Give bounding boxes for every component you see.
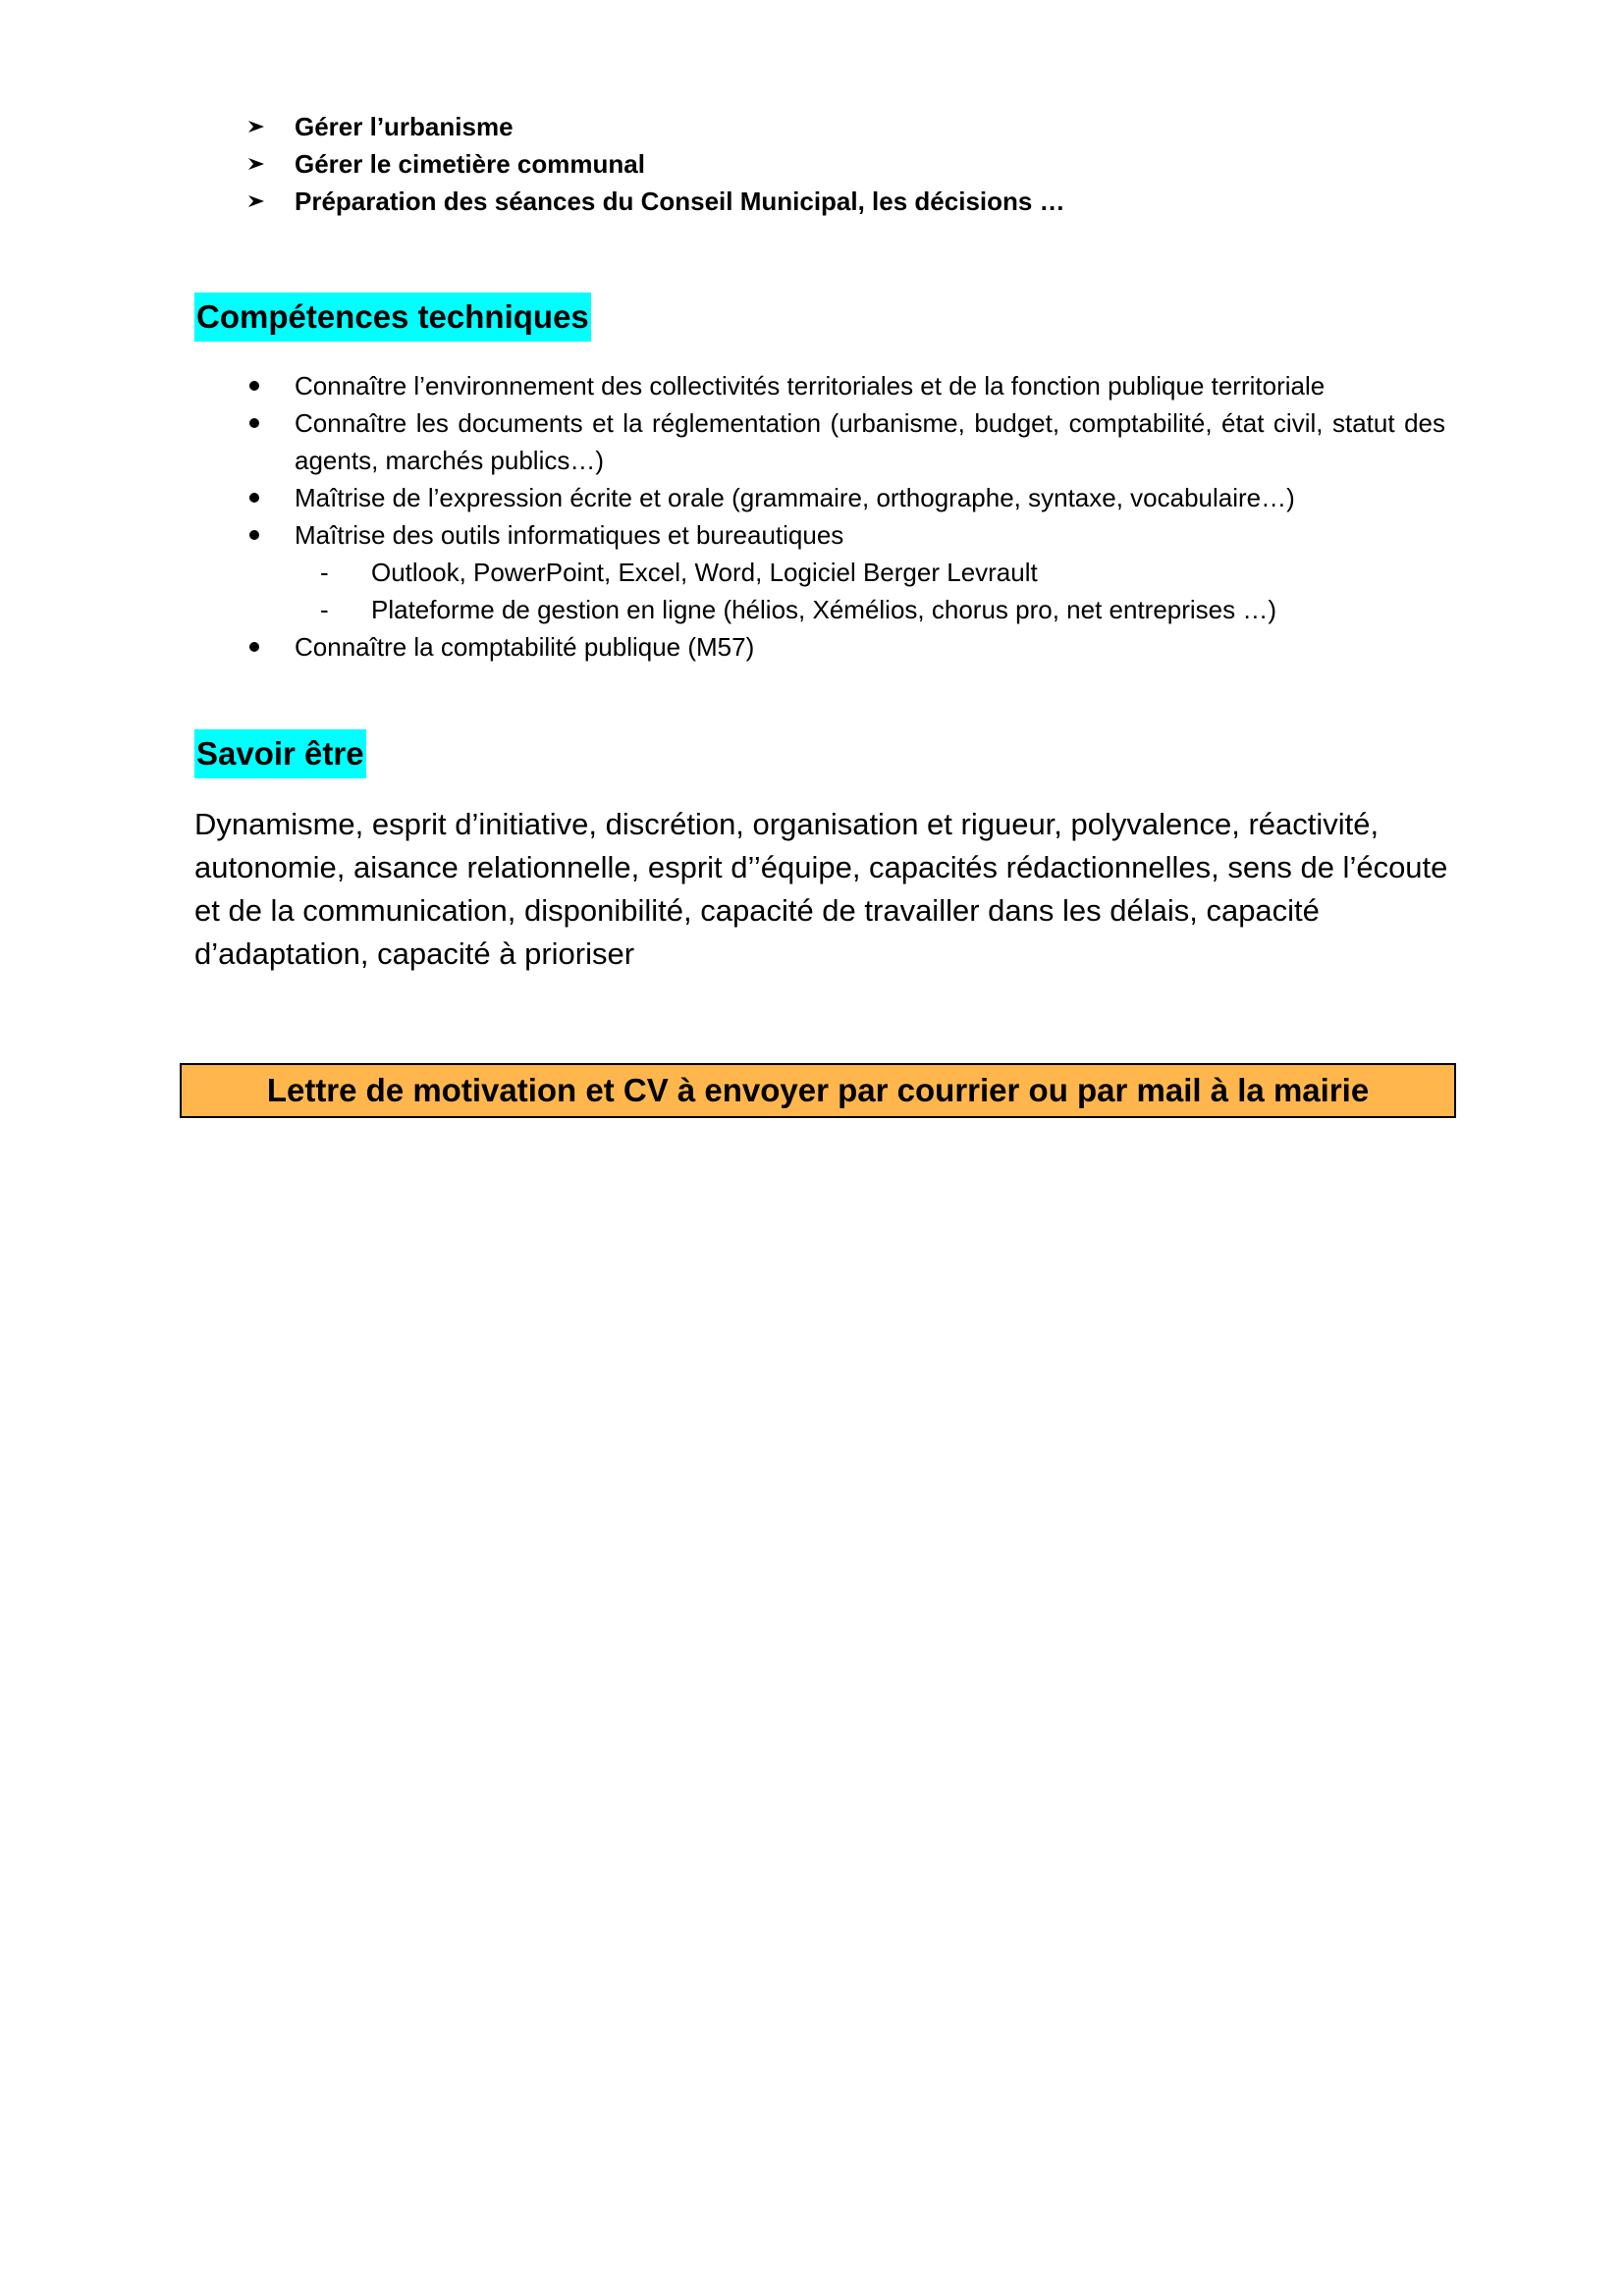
competence-label: Connaître les documents et la réglementation (urbanisme, budget, comptabilité, état civil, statut des agents, marchés publics…)	[295, 408, 1445, 475]
missions-list	[244, 108, 1065, 220]
competence-item	[244, 367, 1445, 404]
competence-sub-item	[295, 554, 1445, 591]
competences-list	[244, 367, 1445, 666]
arrowhead-bullet-icon	[247, 194, 265, 208]
savoir-etre-text: Dynamisme, esprit d’initiative, discrétion, organisation et rigueur, polyvalence, réactivité, autonomie, aisance relationnelle, esprit d’’équipe, capacités rédactionnelles, sens de l’écoute et de la communication, disponibilité, capacité de travailler dans les délais, capacité d’adaptation, capacité à prioriser	[194, 807, 1448, 971]
mission-label: Préparation des séances du Conseil Municipal, les décisions …	[295, 187, 1065, 216]
competences-heading: Compétences techniques	[194, 293, 591, 342]
bullet-dot-icon	[249, 381, 259, 391]
savoir-etre-heading: Savoir être	[194, 729, 366, 778]
bullet-dot-icon	[249, 418, 259, 428]
dash-icon: -	[320, 595, 329, 624]
bullet-dot-icon	[249, 642, 259, 652]
competence-label: Maîtrise des outils informatiques et bureautiques	[295, 520, 844, 550]
arrowhead-bullet-icon	[247, 120, 265, 133]
bullet-dot-icon	[249, 493, 259, 503]
competence-sub-item	[295, 591, 1445, 628]
mission-item	[244, 145, 1065, 183]
competence-sub-list	[295, 554, 1445, 628]
competence-item	[244, 628, 1445, 666]
competence-item	[244, 479, 1445, 516]
mission-item	[244, 108, 1065, 145]
arrowhead-bullet-icon	[247, 157, 265, 171]
competence-label: Connaître la comptabilité publique (M57)	[295, 632, 755, 662]
competence-item	[244, 516, 1445, 628]
mission-item	[244, 183, 1065, 220]
mission-label: Gérer le cimetière communal	[295, 149, 645, 179]
mission-label: Gérer l’urbanisme	[295, 112, 514, 141]
application-instructions-box: Lettre de motivation et CV à envoyer par courrier ou par mail à la mairie	[180, 1063, 1456, 1118]
bullet-dot-icon	[249, 530, 259, 540]
competence-sub-label: Plateforme de gestion en ligne (hélios, Xémélios, chorus pro, net entreprises …)	[371, 595, 1277, 624]
competence-label: Maîtrise de l’expression écrite et orale (grammaire, orthographe, syntaxe, vocabulaire…)	[295, 483, 1295, 512]
competence-label: Connaître l’environnement des collectivités territoriales et de la fonction publique territoriale	[295, 371, 1326, 400]
competence-item	[244, 404, 1445, 479]
competence-sub-label: Outlook, PowerPoint, Excel, Word, Logiciel Berger Levrault	[371, 558, 1038, 587]
dash-icon: -	[320, 558, 329, 587]
